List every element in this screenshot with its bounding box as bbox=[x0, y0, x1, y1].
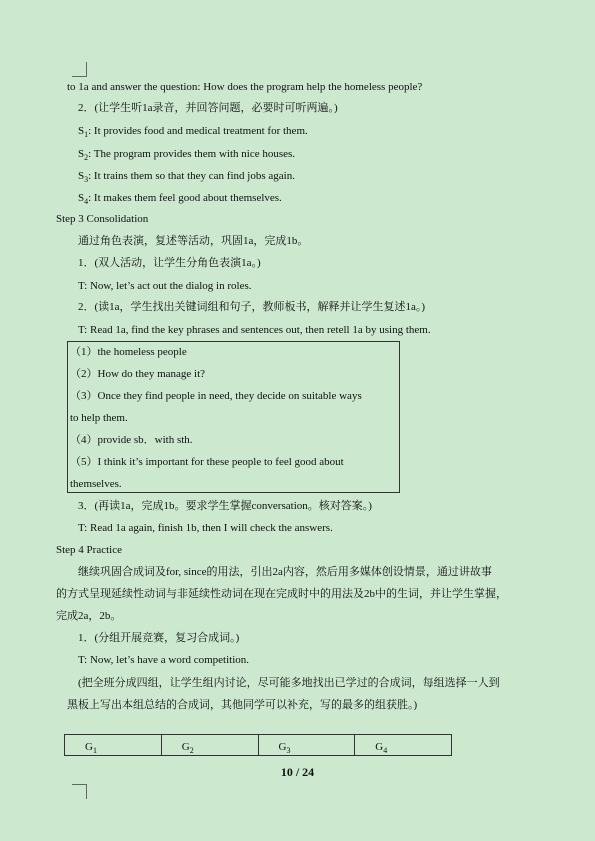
text-line: T: Read 1a again, finish 1b, then I will check the answers. bbox=[78, 522, 333, 534]
text-line: 继续巩固合成词及for, since的用法，引出2a内容，然后用多媒体创设情景，通过讲故事 bbox=[78, 566, 492, 578]
text-line: (把全班分成四组，让学生组内讨论，尽可能多地找出已学过的合成词，每组选择一人到 bbox=[78, 677, 500, 689]
text-line: $S_3$: It trains them so that they can find jobs again. bbox=[78, 170, 295, 185]
board-note: （4）provide sb．with sth. bbox=[70, 434, 193, 446]
table-cell: $G_4$ bbox=[354, 735, 451, 755]
text-line: 通过角色表演，复述等活动，巩固1a，完成1b。 bbox=[78, 235, 309, 247]
text-line: 1．(分组开展竞赛，复习合成词。) bbox=[78, 632, 240, 644]
text-line: T: Read 1a, find the key phrases and sentences out, then retell 1a by using them. bbox=[78, 324, 431, 336]
text-line: to 1a and answer the question: How does the program help the homeless people? bbox=[67, 81, 423, 93]
text-line: 1．(双人活动，让学生分角色表演1a。) bbox=[78, 257, 261, 269]
section-heading: Step 3 Consolidation bbox=[56, 213, 149, 225]
text-line: $S_1$: It provides food and medical treatment for them. bbox=[78, 125, 308, 140]
board-note: to help them. bbox=[70, 412, 128, 424]
group-table bbox=[64, 734, 452, 756]
board-note: （2）How do they manage it? bbox=[70, 368, 206, 380]
text-line: 2．(让学生听1a录音，并回答问题，必要时可听两遍。) bbox=[78, 102, 338, 114]
text-line: 2．(读1a，学生找出关键词组和句子，教师板书，解释并让学生复述1a。) bbox=[78, 301, 426, 313]
board-note: （5）I think it’s important for these people to feel good about bbox=[70, 456, 344, 468]
text-line: 3．(再读1a，完成1b。要求学生掌握conversation。核对答案。) bbox=[78, 500, 372, 512]
text-line: 的方式呈现延续性动词与非延续性动词在现在完成时中的用法及2b中的生词，并让学生掌握， bbox=[56, 588, 507, 600]
table-cell: $G_3$ bbox=[258, 735, 355, 755]
text-line: $S_4$: It makes them feel good about themselves. bbox=[78, 192, 282, 207]
table-cell: $G_1$ bbox=[85, 741, 97, 756]
text-line: $S_2$: The program provides them with nice houses. bbox=[78, 148, 296, 163]
text-line: 完成2a，2b。 bbox=[56, 610, 122, 622]
text-line: T: Now, let’s act out the dialog in roles. bbox=[78, 280, 252, 292]
crop-mark-top-left bbox=[72, 62, 87, 77]
page-number: 10 / 24 bbox=[280, 765, 315, 779]
text-line: 黑板上写出本组总结的合成词，其他同学可以补充，写的最多的组获胜。) bbox=[67, 699, 418, 711]
board-note: （3）Once they find people in need, they decide on suitable ways bbox=[70, 390, 362, 402]
crop-mark-bottom-left bbox=[72, 784, 87, 799]
section-heading: Step 4 Practice bbox=[56, 544, 122, 556]
board-note: themselves. bbox=[70, 478, 122, 490]
board-note: （1）the homeless people bbox=[70, 346, 187, 358]
table-cell: $G_2$ bbox=[161, 735, 258, 755]
text-line: T: Now, let’s have a word competition. bbox=[78, 654, 250, 666]
